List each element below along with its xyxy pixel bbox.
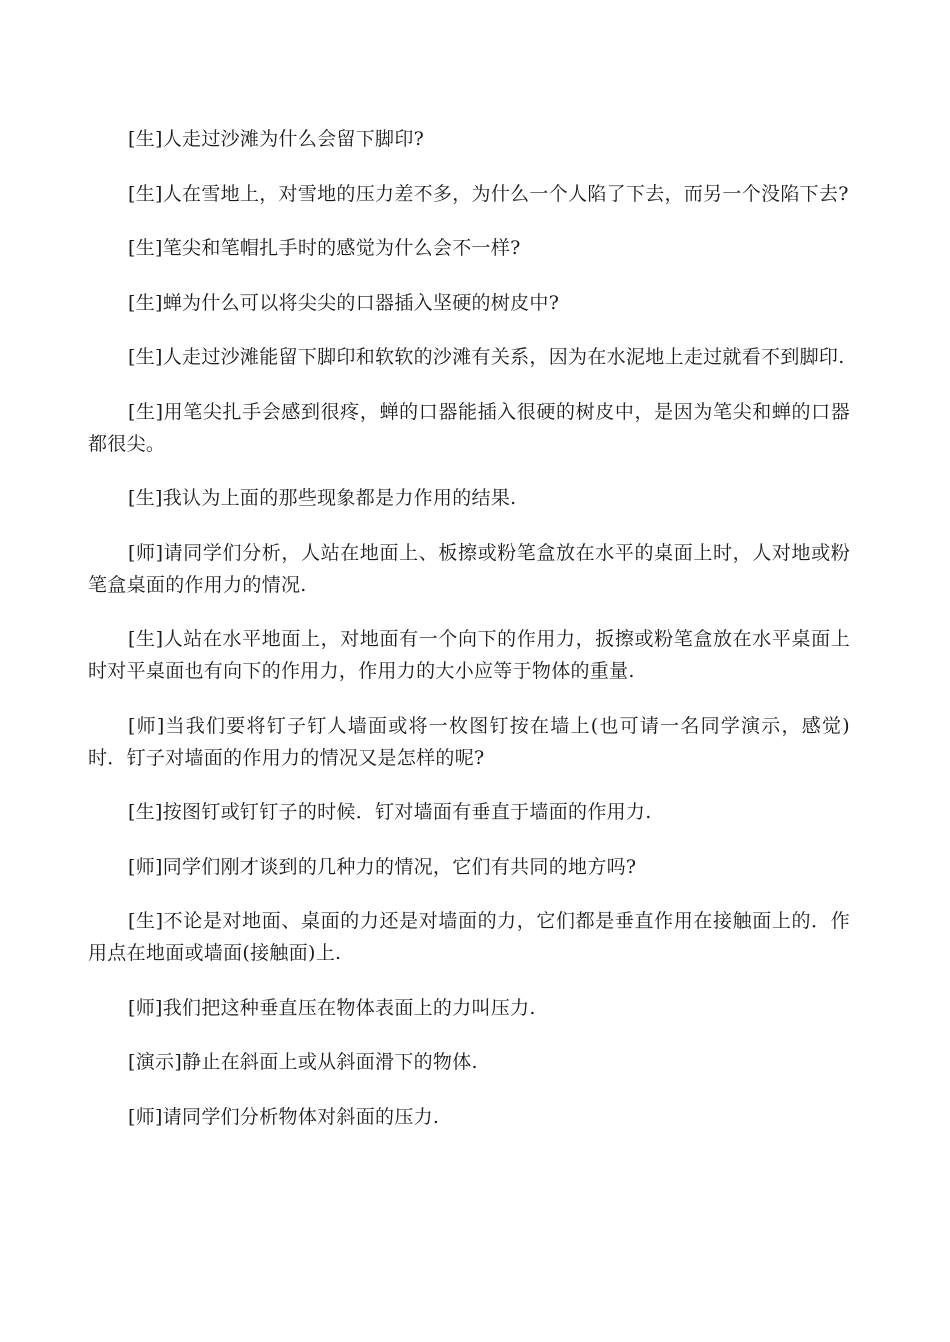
paragraph-15: [演示]静止在斜面上或从斜面滑下的物体. bbox=[128, 1051, 478, 1073]
document-body bbox=[88, 123, 850, 1155]
paragraph-2: [生]人在雪地上，对雪地的压力差不多，为什么一个人陷了下去，而另一个没陷下去? bbox=[128, 182, 849, 205]
paragraph-12: [师]同学们刚才谈到的几种力的情况，它们有共同的地方吗? bbox=[128, 855, 637, 878]
paragraph-4: [生]蝉为什么可以将尖尖的口器插入坚硬的树皮中? bbox=[128, 291, 560, 314]
paragraph-3: [生]笔尖和笔帽扎手时的感觉为什么会不一样? bbox=[128, 237, 521, 259]
paragraph-6: [生]用笔尖扎手会感到很疼，蝉的口器能插入很硬的树皮中，是因为笔尖和蝉的口器都很尖。 bbox=[88, 400, 850, 455]
paragraph-13: [生]不论是对地面、桌面的力还是对墙面的力，它们都是垂直作用在接触面上的．作用点在地面或墙面(接触面)上. bbox=[88, 910, 850, 964]
paragraph-8: [师]请同学们分析，人站在地面上、板擦或粉笔盒放在水平的桌面上时，人对地或粉笔盒桌面的作用力的情况. bbox=[88, 541, 850, 596]
paragraph-9: [生]人站在水平地面上，对地面有一个向下的作用力，扳擦或粉笔盒放在水平桌面上时对平桌面也有向下的作用力，作用力的大小应等于物体的重量. bbox=[88, 628, 850, 682]
paragraph-16: [师]请同学们分析物体对斜面的压力. bbox=[128, 1105, 440, 1128]
paragraph-7: [生]我认为上面的那些现象都是力作用的结果. bbox=[128, 487, 517, 509]
paragraph-1: [生]人走过沙滩为什么会留下脚印? bbox=[128, 128, 425, 150]
paragraph-14: [师]我们把这种垂直压在物体表面上的力叫压力. bbox=[128, 996, 536, 1019]
paragraph-5: [生]人走过沙滩能留下脚印和软软的沙滩有关系，因为在水泥地上走过就看不到脚印. bbox=[128, 346, 845, 368]
paragraph-10: [师]当我们要将钉子钉人墙面或将一枚图钉按在墙上(也可请一名同学演示，感觉)时．钉子对墙面的作用力的情况又是怎样的呢? bbox=[88, 714, 850, 769]
paragraph-11: [生]按图钉或钉钉子的时候．钉对墙面有垂直于墙面的作用力. bbox=[128, 801, 652, 823]
